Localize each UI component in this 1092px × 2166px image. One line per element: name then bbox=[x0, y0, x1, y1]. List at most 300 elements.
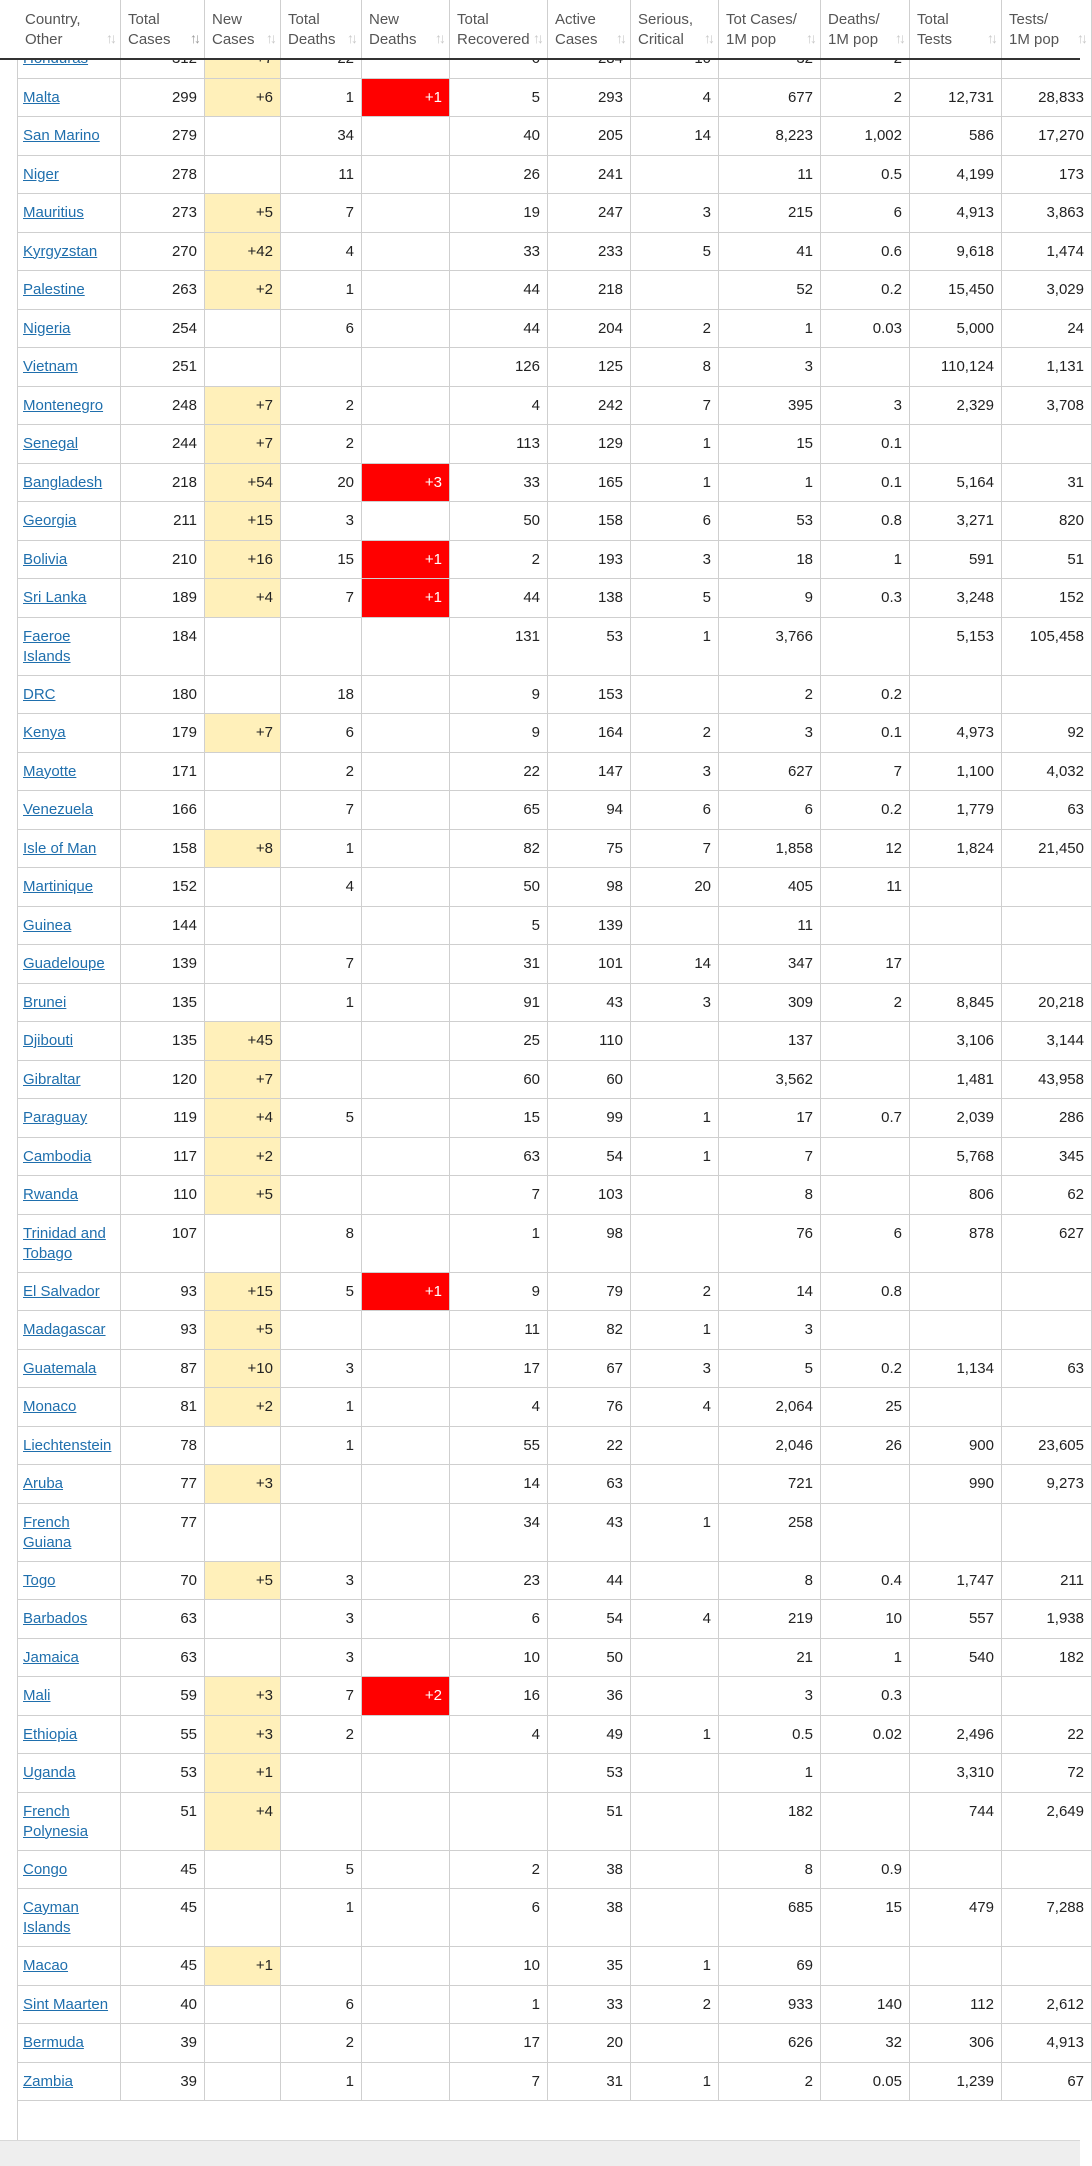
cell-value: +3 bbox=[255, 1687, 273, 1704]
cell-total-deaths bbox=[281, 79, 362, 118]
cell-total-tests bbox=[910, 1677, 1002, 1716]
cell-value: 2,649 bbox=[1046, 1802, 1084, 1820]
cell-value: +42 bbox=[247, 242, 273, 260]
country-link[interactable]: Aruba bbox=[23, 1475, 64, 1492]
cell-value: 3,310 bbox=[956, 1764, 994, 1781]
country-link[interactable]: Mayotte bbox=[23, 762, 77, 780]
cell-deaths-1m bbox=[821, 464, 910, 503]
bottom-scroll-bar[interactable] bbox=[0, 2140, 1080, 2166]
sort-icon[interactable]: ↑↓ bbox=[435, 30, 443, 46]
cell-value: 2 bbox=[702, 724, 711, 741]
country-link[interactable]: Senegal bbox=[23, 435, 79, 452]
cell-value: 5,153 bbox=[956, 627, 994, 645]
country-link[interactable]: Bermuda bbox=[23, 2034, 84, 2051]
country-link[interactable]: Palestine bbox=[23, 281, 85, 298]
cell-total-tests bbox=[910, 1851, 1002, 1890]
cell-new-cases bbox=[205, 1986, 281, 2025]
cell-new-cases bbox=[205, 1138, 281, 1177]
sort-icon[interactable]: ↑↓ bbox=[533, 30, 541, 46]
cell-total-recovered bbox=[450, 2063, 548, 2102]
cell-value: 76 bbox=[796, 1224, 813, 1242]
cell-value: 0.4 bbox=[881, 1571, 902, 1589]
cell-country bbox=[18, 1061, 121, 1100]
cell-tests-1m bbox=[1002, 1215, 1092, 1273]
cell-value: +3 bbox=[424, 473, 442, 491]
country-link[interactable] bbox=[23, 1899, 79, 1936]
country-link-line: Cayman bbox=[23, 1899, 79, 1916]
cell-value: 189 bbox=[171, 589, 197, 606]
country-link[interactable]: Congo bbox=[23, 1860, 68, 1878]
cell-total-tests bbox=[910, 464, 1002, 503]
country-link[interactable] bbox=[23, 1514, 71, 1551]
cell-new-deaths bbox=[362, 1061, 450, 1100]
cell-value: 25 bbox=[523, 1032, 540, 1049]
cell-value: 0.3 bbox=[881, 589, 902, 606]
cell-deaths-1m bbox=[821, 2063, 910, 2102]
country-link[interactable]: Liechtenstein bbox=[23, 1436, 112, 1454]
cell-total-recovered bbox=[450, 464, 548, 503]
cell-value: 2 bbox=[702, 1995, 711, 2013]
cell-country bbox=[18, 984, 121, 1023]
sort-icon[interactable]: ↑↓ bbox=[806, 30, 814, 46]
cell-value: 43,958 bbox=[1038, 1070, 1084, 1088]
country-link[interactable]: Zambia bbox=[23, 2072, 74, 2090]
country-link[interactable]: Brunei bbox=[23, 993, 67, 1011]
sort-icon[interactable]: ↑↓ bbox=[266, 30, 274, 46]
sort-icon[interactable]: ↑↓ bbox=[1077, 30, 1085, 46]
cell-tot-cases-1m bbox=[719, 868, 821, 907]
column-header-label-line2: Deaths bbox=[369, 31, 417, 48]
cell-active-cases bbox=[548, 1388, 631, 1427]
cell-value: 110 bbox=[173, 1186, 197, 1203]
cell-value: 5 bbox=[345, 1860, 354, 1878]
cell-new-deaths bbox=[362, 1504, 450, 1562]
country-link[interactable]: Jamaica bbox=[23, 1648, 79, 1666]
cell-value: 0.2 bbox=[881, 685, 902, 703]
cell-new-cases bbox=[205, 348, 281, 387]
cell-country bbox=[18, 1427, 121, 1466]
cell-active-cases bbox=[548, 79, 631, 118]
country-link[interactable]: Georgia bbox=[23, 512, 77, 529]
country-link[interactable]: Barbados bbox=[23, 1610, 88, 1627]
cell-tests-1m bbox=[1002, 984, 1092, 1023]
cell-value: +7 bbox=[255, 396, 273, 414]
cell-value: 5 bbox=[804, 1359, 813, 1377]
cell-tests-1m bbox=[1002, 2063, 1092, 2102]
cell-value: 218 bbox=[171, 473, 197, 491]
table-row bbox=[0, 387, 1084, 426]
cell-value: 5 bbox=[345, 1109, 354, 1126]
cell-country bbox=[18, 1350, 121, 1389]
sort-icon[interactable]: ↑↓ bbox=[704, 30, 712, 46]
cell-value: 2,612 bbox=[1046, 1995, 1084, 2013]
country-link[interactable]: Gibraltar bbox=[23, 1070, 81, 1088]
cell-new-deaths bbox=[362, 984, 450, 1023]
cell-value: 36 bbox=[606, 1687, 623, 1704]
cell-tot-cases-1m bbox=[719, 945, 821, 984]
cell-tests-1m bbox=[1002, 233, 1092, 272]
cell-value: 293 bbox=[597, 88, 623, 106]
cell-total-deaths bbox=[281, 1465, 362, 1504]
cell-value: 1 bbox=[702, 1321, 711, 1338]
country-link[interactable]: Macao bbox=[23, 1957, 69, 1974]
cell-value: 7 bbox=[531, 1186, 540, 1203]
cell-value: 3 bbox=[345, 512, 354, 529]
cell-value: 248 bbox=[171, 396, 197, 414]
cell-serious-critical bbox=[631, 425, 719, 464]
country-link[interactable]: Isle of Man bbox=[23, 839, 97, 857]
cell-value: 39 bbox=[180, 2072, 197, 2090]
country-link[interactable] bbox=[23, 1803, 88, 1840]
cell-country bbox=[18, 310, 121, 349]
cell-value: 11 bbox=[797, 916, 813, 934]
cell-tests-1m bbox=[1002, 1562, 1092, 1601]
cell-serious-critical bbox=[631, 2024, 719, 2063]
cell-total-recovered bbox=[450, 618, 548, 676]
table-row bbox=[0, 1022, 1084, 1061]
country-link[interactable]: Paraguay bbox=[23, 1109, 88, 1126]
cell-total-tests bbox=[910, 1600, 1002, 1639]
cell-deaths-1m bbox=[821, 618, 910, 676]
cell-country bbox=[18, 579, 121, 618]
cell-new-cases bbox=[205, 1562, 281, 1601]
cell-tot-cases-1m bbox=[719, 464, 821, 503]
cell-total-tests bbox=[910, 676, 1002, 715]
table-row bbox=[0, 1639, 1084, 1678]
cell-value: +5 bbox=[255, 1321, 273, 1338]
cell-total-recovered bbox=[450, 830, 548, 869]
cell-value: 878 bbox=[968, 1224, 994, 1242]
column-header-deaths-1m[interactable] bbox=[821, 0, 910, 58]
cell-new-deaths bbox=[362, 1138, 450, 1177]
cell-tests-1m bbox=[1002, 1311, 1092, 1350]
cell-tests-1m bbox=[1002, 1600, 1092, 1639]
cell-tot-cases-1m bbox=[719, 2024, 821, 2063]
cell-serious-critical bbox=[631, 1350, 719, 1389]
cell-value: 6 bbox=[702, 512, 711, 529]
cell-value: 0.1 bbox=[881, 724, 902, 741]
cell-serious-critical bbox=[631, 714, 719, 753]
country-link[interactable]: Sint Maarten bbox=[23, 1995, 109, 2013]
country-link[interactable] bbox=[23, 628, 71, 665]
column-header-label-line1: Total bbox=[457, 11, 489, 28]
cell-value: 7 bbox=[345, 1687, 354, 1704]
cell-active-cases bbox=[548, 464, 631, 503]
cell-value: 107 bbox=[171, 1224, 197, 1242]
country-link-line: French bbox=[23, 1802, 70, 1820]
cell-tot-cases-1m bbox=[719, 1176, 821, 1215]
cell-value: 131 bbox=[514, 627, 540, 645]
cell-new-deaths bbox=[362, 1600, 450, 1639]
cell-value: 51 bbox=[606, 1802, 623, 1820]
cell-value: 8 bbox=[804, 1860, 813, 1878]
country-link[interactable]: Malta bbox=[23, 88, 60, 106]
cell-total-tests bbox=[910, 541, 1002, 580]
column-header-tests-1m[interactable] bbox=[1002, 0, 1092, 58]
cell-tot-cases-1m bbox=[719, 1889, 821, 1947]
cell-value: 7 bbox=[893, 762, 902, 780]
cell-value: 3 bbox=[702, 550, 711, 568]
cell-value: 63 bbox=[523, 1147, 540, 1165]
country-link[interactable]: Kenya bbox=[23, 724, 66, 741]
cell-total-deaths bbox=[281, 2024, 362, 2063]
country-link[interactable]: El Salvador bbox=[23, 1282, 100, 1300]
cell-total-recovered bbox=[450, 233, 548, 272]
column-header-serious-critical[interactable] bbox=[631, 0, 719, 58]
table-row bbox=[0, 1754, 1084, 1793]
cell-total-tests bbox=[910, 271, 1002, 310]
cell-value: 9 bbox=[531, 724, 540, 741]
cell-value: 45 bbox=[180, 1957, 197, 1974]
cell-serious-critical bbox=[631, 233, 719, 272]
cell-total-tests bbox=[910, 714, 1002, 753]
cell-value: 63 bbox=[180, 1610, 197, 1627]
column-header-tot-cases-1m[interactable] bbox=[719, 0, 821, 58]
cell-active-cases bbox=[548, 1754, 631, 1793]
country-link[interactable]: Vietnam bbox=[23, 358, 78, 375]
cell-value: 1 bbox=[345, 993, 354, 1011]
cell-value: +10 bbox=[247, 1359, 273, 1377]
cell-value: 24 bbox=[1067, 319, 1084, 337]
cell-serious-critical bbox=[631, 79, 719, 118]
cell-value: 8,223 bbox=[775, 127, 813, 144]
cell-new-cases bbox=[205, 1851, 281, 1890]
cell-total-recovered bbox=[450, 194, 548, 233]
cell-total-recovered bbox=[450, 1889, 548, 1947]
cell-value: 1 bbox=[702, 1109, 711, 1126]
cell-country bbox=[18, 1138, 121, 1177]
country-link[interactable]: Ethiopia bbox=[23, 1725, 78, 1743]
country-link[interactable]: Nigeria bbox=[23, 319, 71, 337]
cell-country bbox=[18, 714, 121, 753]
cell-total-recovered bbox=[450, 541, 548, 580]
cell-country bbox=[18, 1716, 121, 1755]
cell-new-cases bbox=[205, 117, 281, 156]
cell-tests-1m bbox=[1002, 1273, 1092, 1312]
cell-active-cases bbox=[548, 271, 631, 310]
cell-value: +45 bbox=[247, 1032, 273, 1049]
country-link[interactable]: Montenegro bbox=[23, 396, 104, 414]
cell-value: 63 bbox=[180, 1648, 197, 1666]
cell-total-deaths bbox=[281, 1350, 362, 1389]
country-link[interactable]: Kyrgyzstan bbox=[23, 242, 98, 260]
cell-active-cases bbox=[548, 156, 631, 195]
cell-value: +7 bbox=[255, 435, 273, 452]
cell-active-cases bbox=[548, 830, 631, 869]
cell-value: +1 bbox=[424, 88, 442, 106]
cell-value: 105,458 bbox=[1029, 627, 1084, 645]
cell-active-cases bbox=[548, 791, 631, 830]
country-link[interactable]: Cambodia bbox=[23, 1147, 92, 1165]
country-link[interactable]: Mali bbox=[23, 1687, 51, 1704]
cell-value: 17 bbox=[523, 1359, 540, 1377]
column-header-active-cases[interactable] bbox=[548, 0, 631, 58]
cell-value: 1 bbox=[702, 627, 711, 645]
cell-total-cases bbox=[121, 2063, 205, 2102]
cell-new-cases bbox=[205, 1215, 281, 1273]
cell-tot-cases-1m bbox=[719, 1677, 821, 1716]
table-row bbox=[0, 1427, 1084, 1466]
country-link[interactable] bbox=[23, 1225, 106, 1262]
cell-serious-critical bbox=[631, 907, 719, 946]
cell-total-recovered bbox=[450, 117, 548, 156]
sort-icon[interactable]: ↑↓ bbox=[895, 30, 903, 46]
cell-total-deaths bbox=[281, 1562, 362, 1601]
cell-value: 479 bbox=[968, 1899, 994, 1916]
cell-deaths-1m bbox=[821, 1350, 910, 1389]
column-header-total-recovered[interactable] bbox=[450, 0, 548, 58]
cell-total-recovered bbox=[450, 2024, 548, 2063]
cell-value: 23 bbox=[523, 1571, 540, 1589]
cell-value: 53 bbox=[796, 512, 813, 529]
country-link[interactable]: Niger bbox=[23, 165, 59, 183]
country-link[interactable]: Uganda bbox=[23, 1764, 76, 1781]
cell-value: 1 bbox=[345, 88, 354, 106]
cell-value: +7 bbox=[255, 724, 273, 741]
cell-value: 1,824 bbox=[956, 839, 994, 857]
cell-active-cases bbox=[548, 753, 631, 792]
cell-total-tests bbox=[910, 1889, 1002, 1947]
cell-value: +16 bbox=[247, 550, 273, 568]
cell-tests-1m bbox=[1002, 1677, 1092, 1716]
cell-serious-critical bbox=[631, 1562, 719, 1601]
country-link[interactable]: Martinique bbox=[23, 878, 94, 895]
sort-desc-icon[interactable]: ↑↓ bbox=[190, 30, 198, 46]
cell-total-deaths bbox=[281, 1851, 362, 1890]
cell-value: 52 bbox=[796, 281, 813, 298]
cell-new-cases bbox=[205, 1350, 281, 1389]
column-header-new-deaths[interactable] bbox=[362, 0, 450, 58]
table-header bbox=[0, 0, 1085, 60]
table-row bbox=[0, 502, 1084, 541]
country-link[interactable]: Guinea bbox=[23, 916, 72, 934]
country-link[interactable]: Guadeloupe bbox=[23, 955, 105, 972]
cell-value: 820 bbox=[1058, 512, 1084, 529]
column-header-label-line1: Total bbox=[288, 11, 320, 28]
country-link[interactable]: Venezuela bbox=[23, 801, 94, 818]
column-header-country[interactable] bbox=[18, 0, 121, 58]
column-header-total-cases[interactable] bbox=[121, 0, 205, 58]
sort-icon[interactable]: ↑↓ bbox=[987, 30, 995, 46]
cell-value: 11 bbox=[886, 878, 902, 895]
column-header-total-deaths[interactable] bbox=[281, 0, 362, 58]
cell-active-cases bbox=[548, 1022, 631, 1061]
country-link[interactable]: Sri Lanka bbox=[23, 589, 87, 606]
cell-total-tests bbox=[910, 2024, 1002, 2063]
cell-value: 139 bbox=[597, 916, 623, 934]
cell-value: 153 bbox=[597, 685, 623, 703]
cell-value: 241 bbox=[597, 165, 623, 183]
cell-value: 98 bbox=[606, 878, 623, 895]
cell-value: 0.5 bbox=[792, 1725, 813, 1743]
cell-total-tests bbox=[910, 868, 1002, 907]
cell-total-deaths bbox=[281, 945, 362, 984]
cell-value: +15 bbox=[247, 512, 273, 529]
column-header-total-tests[interactable] bbox=[910, 0, 1002, 58]
cell-tot-cases-1m bbox=[719, 791, 821, 830]
cell-value: 31 bbox=[523, 955, 540, 972]
cell-tot-cases-1m bbox=[719, 233, 821, 272]
country-link[interactable]: San Marino bbox=[23, 127, 100, 144]
cell-value: 152 bbox=[1058, 589, 1084, 606]
cell-total-deaths bbox=[281, 425, 362, 464]
cell-value: 140 bbox=[876, 1995, 902, 2013]
cell-total-cases bbox=[121, 984, 205, 1023]
country-link[interactable]: Mauritius bbox=[23, 204, 84, 221]
cell-value: 129 bbox=[597, 435, 623, 452]
cell-tot-cases-1m bbox=[719, 1947, 821, 1986]
cell-total-tests bbox=[910, 1465, 1002, 1504]
cell-country bbox=[18, 1273, 121, 1312]
country-link[interactable]: Togo bbox=[23, 1571, 56, 1589]
cell-deaths-1m bbox=[821, 271, 910, 310]
column-header-label-line2: Critical bbox=[638, 31, 684, 48]
country-link[interactable]: Guatemala bbox=[23, 1359, 97, 1377]
cell-tot-cases-1m bbox=[719, 1022, 821, 1061]
sort-icon[interactable]: ↑↓ bbox=[106, 30, 114, 46]
cell-total-recovered bbox=[450, 1986, 548, 2025]
cell-value: 25 bbox=[885, 1398, 902, 1415]
cell-value: 4 bbox=[702, 1610, 711, 1627]
cell-value: 144 bbox=[171, 916, 197, 934]
cell-value: +1 bbox=[255, 1957, 273, 1974]
cell-value: 0.2 bbox=[881, 1359, 902, 1377]
cell-value: 5 bbox=[345, 1282, 354, 1300]
cell-value: 3,144 bbox=[1046, 1032, 1084, 1049]
cell-value: 158 bbox=[171, 839, 197, 857]
country-link[interactable]: Bangladesh bbox=[23, 473, 103, 491]
cell-tot-cases-1m bbox=[719, 1851, 821, 1890]
cell-new-deaths bbox=[362, 2063, 450, 2102]
country-link[interactable]: Bolivia bbox=[23, 550, 68, 568]
cell-value: 165 bbox=[597, 473, 623, 491]
cell-value: 211 bbox=[173, 512, 197, 529]
cell-value: 5 bbox=[702, 589, 711, 606]
cell-serious-critical bbox=[631, 1947, 719, 1986]
cell-total-cases bbox=[121, 579, 205, 618]
cell-deaths-1m bbox=[821, 156, 910, 195]
cell-total-deaths bbox=[281, 233, 362, 272]
cell-total-cases bbox=[121, 791, 205, 830]
cell-value: 6 bbox=[531, 1899, 540, 1916]
column-header-new-cases[interactable] bbox=[205, 0, 281, 58]
country-link[interactable]: DRC bbox=[23, 685, 56, 703]
country-link[interactable]: Djibouti bbox=[23, 1032, 74, 1049]
cell-total-deaths bbox=[281, 1273, 362, 1312]
country-link[interactable]: Madagascar bbox=[23, 1321, 106, 1338]
cell-value: 3 bbox=[804, 724, 813, 741]
country-link[interactable]: Monaco bbox=[23, 1398, 77, 1415]
cell-value: 180 bbox=[171, 685, 197, 703]
cell-value: 15 bbox=[337, 550, 354, 568]
country-link[interactable]: Rwanda bbox=[23, 1186, 79, 1203]
cell-value: 20 bbox=[337, 473, 354, 491]
cell-new-cases bbox=[205, 1273, 281, 1312]
sort-icon[interactable]: ↑↓ bbox=[347, 30, 355, 46]
cell-new-deaths bbox=[362, 194, 450, 233]
cell-deaths-1m bbox=[821, 117, 910, 156]
table-row bbox=[0, 1350, 1084, 1389]
cell-total-recovered bbox=[450, 387, 548, 426]
cell-value: 0.8 bbox=[881, 512, 902, 529]
cell-tot-cases-1m bbox=[719, 1754, 821, 1793]
cell-new-deaths bbox=[362, 79, 450, 118]
cell-total-recovered bbox=[450, 1388, 548, 1427]
cell-value: 3,106 bbox=[956, 1032, 994, 1049]
cell-value: 50 bbox=[606, 1648, 623, 1666]
sort-icon[interactable]: ↑↓ bbox=[616, 30, 624, 46]
cell-country bbox=[18, 541, 121, 580]
